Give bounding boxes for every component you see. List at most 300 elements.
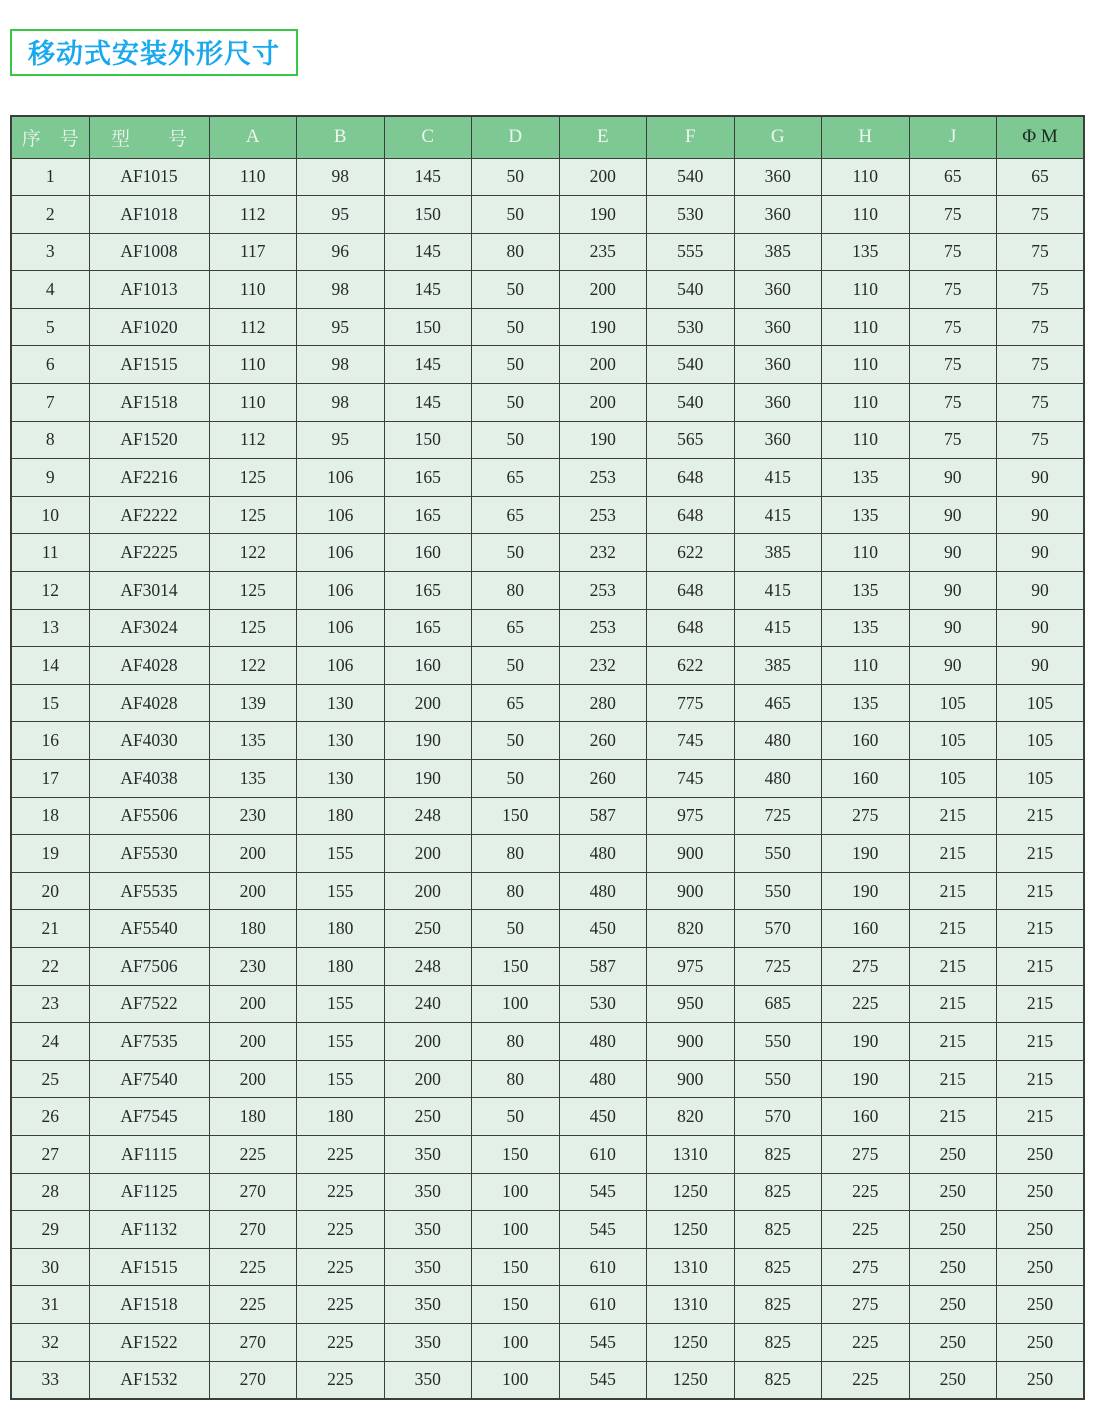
cell-f: 540 (647, 384, 735, 422)
cell-d: 50 (472, 196, 560, 234)
cell-c: 160 (384, 534, 472, 572)
cell-phi-m: 250 (997, 1286, 1085, 1324)
cell-d: 65 (472, 684, 560, 722)
cell-e: 280 (559, 684, 647, 722)
cell-index: 18 (11, 797, 89, 835)
cell-f: 530 (647, 308, 735, 346)
page-title-box (10, 29, 298, 76)
cell-index: 28 (11, 1173, 89, 1211)
cell-h: 160 (822, 1098, 910, 1136)
cell-c: 200 (384, 1060, 472, 1098)
cell-g: 360 (734, 384, 822, 422)
cell-c: 200 (384, 835, 472, 873)
cell-e: 235 (559, 233, 647, 271)
cell-h: 275 (822, 1286, 910, 1324)
cell-h: 135 (822, 233, 910, 271)
cell-g: 415 (734, 609, 822, 647)
cell-phi-m: 250 (997, 1248, 1085, 1286)
cell-model: AF5540 (89, 910, 209, 948)
table-row (11, 1286, 1084, 1324)
cell-g: 480 (734, 722, 822, 760)
cell-g: 415 (734, 572, 822, 610)
cell-g: 360 (734, 346, 822, 384)
cell-c: 150 (384, 196, 472, 234)
cell-index: 14 (11, 647, 89, 685)
cell-phi-m: 215 (997, 985, 1085, 1023)
cell-c: 350 (384, 1248, 472, 1286)
cell-index: 16 (11, 722, 89, 760)
column-header-index: 序 号 (11, 116, 89, 158)
cell-h: 225 (822, 1323, 910, 1361)
cell-f: 1250 (647, 1211, 735, 1249)
table-row (11, 684, 1084, 722)
table-row (11, 534, 1084, 572)
cell-h: 110 (822, 384, 910, 422)
cell-h: 135 (822, 459, 910, 497)
cell-f: 1250 (647, 1323, 735, 1361)
cell-j: 90 (909, 609, 997, 647)
cell-model: AF1132 (89, 1211, 209, 1249)
table-row (11, 233, 1084, 271)
cell-d: 80 (472, 233, 560, 271)
table-row (11, 158, 1084, 196)
cell-j: 215 (909, 872, 997, 910)
cell-model: AF1018 (89, 196, 209, 234)
cell-a: 230 (209, 797, 297, 835)
cell-j: 75 (909, 346, 997, 384)
cell-h: 135 (822, 496, 910, 534)
column-header-j: J (909, 116, 997, 158)
cell-index: 19 (11, 835, 89, 873)
cell-phi-m: 105 (997, 760, 1085, 798)
cell-model: AF7535 (89, 1023, 209, 1061)
cell-c: 350 (384, 1361, 472, 1399)
cell-model: AF1020 (89, 308, 209, 346)
cell-e: 587 (559, 947, 647, 985)
cell-f: 775 (647, 684, 735, 722)
cell-h: 190 (822, 1023, 910, 1061)
cell-a: 122 (209, 534, 297, 572)
table-row (11, 647, 1084, 685)
cell-phi-m: 75 (997, 346, 1085, 384)
table-row (11, 271, 1084, 309)
cell-f: 1310 (647, 1248, 735, 1286)
cell-phi-m: 215 (997, 947, 1085, 985)
cell-b: 106 (297, 647, 385, 685)
cell-g: 825 (734, 1361, 822, 1399)
cell-j: 215 (909, 835, 997, 873)
cell-index: 1 (11, 158, 89, 196)
table-row (11, 1023, 1084, 1061)
cell-j: 250 (909, 1323, 997, 1361)
cell-a: 125 (209, 609, 297, 647)
cell-h: 110 (822, 158, 910, 196)
table-row (11, 1098, 1084, 1136)
cell-e: 610 (559, 1286, 647, 1324)
column-header-c: C (384, 116, 472, 158)
cell-h: 225 (822, 1361, 910, 1399)
cell-index: 10 (11, 496, 89, 534)
cell-j: 250 (909, 1135, 997, 1173)
cell-model: AF1125 (89, 1173, 209, 1211)
cell-index: 23 (11, 985, 89, 1023)
column-header-phi-m: Φ M (997, 116, 1085, 158)
cell-d: 50 (472, 1098, 560, 1136)
cell-h: 110 (822, 421, 910, 459)
cell-d: 50 (472, 647, 560, 685)
cell-h: 160 (822, 722, 910, 760)
cell-d: 50 (472, 421, 560, 459)
cell-h: 110 (822, 308, 910, 346)
cell-h: 135 (822, 684, 910, 722)
cell-d: 150 (472, 797, 560, 835)
cell-e: 450 (559, 1098, 647, 1136)
cell-j: 75 (909, 196, 997, 234)
cell-d: 150 (472, 947, 560, 985)
cell-j: 105 (909, 684, 997, 722)
cell-b: 98 (297, 271, 385, 309)
cell-j: 105 (909, 760, 997, 798)
cell-e: 610 (559, 1135, 647, 1173)
cell-index: 4 (11, 271, 89, 309)
table-row (11, 496, 1084, 534)
cell-j: 75 (909, 233, 997, 271)
cell-h: 225 (822, 1211, 910, 1249)
cell-model: AF5535 (89, 872, 209, 910)
cell-b: 180 (297, 910, 385, 948)
cell-b: 180 (297, 797, 385, 835)
cell-model: AF7506 (89, 947, 209, 985)
cell-b: 130 (297, 722, 385, 760)
cell-j: 90 (909, 496, 997, 534)
column-header-a: A (209, 116, 297, 158)
cell-g: 385 (734, 647, 822, 685)
cell-j: 90 (909, 534, 997, 572)
cell-e: 253 (559, 459, 647, 497)
cell-model: AF1515 (89, 1248, 209, 1286)
cell-j: 75 (909, 421, 997, 459)
cell-b: 225 (297, 1323, 385, 1361)
cell-j: 215 (909, 1060, 997, 1098)
cell-e: 253 (559, 496, 647, 534)
column-header-h: H (822, 116, 910, 158)
cell-index: 9 (11, 459, 89, 497)
table-header (11, 116, 1084, 158)
cell-b: 95 (297, 196, 385, 234)
cell-f: 1250 (647, 1173, 735, 1211)
cell-index: 6 (11, 346, 89, 384)
cell-d: 150 (472, 1286, 560, 1324)
cell-a: 117 (209, 233, 297, 271)
cell-model: AF2222 (89, 496, 209, 534)
cell-c: 248 (384, 797, 472, 835)
cell-c: 350 (384, 1323, 472, 1361)
cell-model: AF1518 (89, 1286, 209, 1324)
cell-f: 648 (647, 496, 735, 534)
cell-j: 105 (909, 722, 997, 760)
cell-g: 415 (734, 459, 822, 497)
cell-d: 50 (472, 308, 560, 346)
table-row (11, 722, 1084, 760)
cell-phi-m: 75 (997, 384, 1085, 422)
cell-j: 250 (909, 1361, 997, 1399)
cell-c: 165 (384, 609, 472, 647)
cell-a: 200 (209, 1023, 297, 1061)
cell-e: 545 (559, 1173, 647, 1211)
table-row (11, 797, 1084, 835)
cell-g: 360 (734, 196, 822, 234)
cell-f: 648 (647, 609, 735, 647)
cell-e: 610 (559, 1248, 647, 1286)
cell-e: 480 (559, 1060, 647, 1098)
cell-a: 125 (209, 572, 297, 610)
cell-model: AF1518 (89, 384, 209, 422)
cell-f: 540 (647, 346, 735, 384)
cell-h: 275 (822, 1135, 910, 1173)
table-row (11, 421, 1084, 459)
cell-index: 32 (11, 1323, 89, 1361)
cell-f: 622 (647, 534, 735, 572)
cell-c: 145 (384, 158, 472, 196)
cell-b: 155 (297, 1060, 385, 1098)
cell-b: 98 (297, 346, 385, 384)
cell-g: 360 (734, 271, 822, 309)
table-row (11, 910, 1084, 948)
cell-index: 2 (11, 196, 89, 234)
cell-j: 90 (909, 459, 997, 497)
cell-e: 253 (559, 609, 647, 647)
cell-e: 232 (559, 534, 647, 572)
cell-f: 900 (647, 872, 735, 910)
cell-d: 80 (472, 1060, 560, 1098)
cell-g: 825 (734, 1248, 822, 1286)
cell-phi-m: 250 (997, 1211, 1085, 1249)
cell-h: 110 (822, 647, 910, 685)
cell-model: AF4028 (89, 684, 209, 722)
cell-model: AF4028 (89, 647, 209, 685)
cell-a: 125 (209, 459, 297, 497)
cell-a: 180 (209, 910, 297, 948)
table-row (11, 196, 1084, 234)
cell-phi-m: 250 (997, 1361, 1085, 1399)
cell-h: 275 (822, 797, 910, 835)
cell-j: 215 (909, 1098, 997, 1136)
cell-index: 15 (11, 684, 89, 722)
cell-b: 225 (297, 1286, 385, 1324)
cell-h: 110 (822, 534, 910, 572)
cell-e: 587 (559, 797, 647, 835)
cell-c: 145 (384, 233, 472, 271)
cell-g: 685 (734, 985, 822, 1023)
cell-b: 155 (297, 1023, 385, 1061)
cell-c: 200 (384, 872, 472, 910)
cell-f: 1310 (647, 1135, 735, 1173)
cell-model: AF5506 (89, 797, 209, 835)
cell-f: 820 (647, 910, 735, 948)
cell-a: 200 (209, 1060, 297, 1098)
cell-model: AF3014 (89, 572, 209, 610)
cell-model: AF1532 (89, 1361, 209, 1399)
cell-b: 98 (297, 384, 385, 422)
cell-h: 160 (822, 760, 910, 798)
cell-phi-m: 105 (997, 722, 1085, 760)
cell-d: 50 (472, 760, 560, 798)
cell-a: 110 (209, 346, 297, 384)
cell-f: 900 (647, 1023, 735, 1061)
page-title: 移动式安装外形尺寸 (28, 39, 280, 70)
cell-h: 190 (822, 835, 910, 873)
cell-c: 190 (384, 760, 472, 798)
cell-j: 250 (909, 1211, 997, 1249)
cell-e: 200 (559, 346, 647, 384)
cell-f: 1310 (647, 1286, 735, 1324)
cell-g: 550 (734, 1023, 822, 1061)
cell-a: 112 (209, 421, 297, 459)
cell-phi-m: 75 (997, 271, 1085, 309)
column-header-g: G (734, 116, 822, 158)
table-body (11, 158, 1084, 1399)
cell-d: 65 (472, 496, 560, 534)
cell-e: 545 (559, 1211, 647, 1249)
cell-g: 725 (734, 797, 822, 835)
cell-phi-m: 250 (997, 1323, 1085, 1361)
cell-a: 110 (209, 158, 297, 196)
cell-model: AF1013 (89, 271, 209, 309)
cell-g: 570 (734, 910, 822, 948)
cell-b: 180 (297, 1098, 385, 1136)
cell-a: 135 (209, 722, 297, 760)
cell-g: 825 (734, 1211, 822, 1249)
cell-j: 215 (909, 947, 997, 985)
cell-phi-m: 90 (997, 572, 1085, 610)
cell-c: 145 (384, 346, 472, 384)
cell-j: 65 (909, 158, 997, 196)
cell-f: 975 (647, 947, 735, 985)
column-header-e: E (559, 116, 647, 158)
cell-d: 50 (472, 158, 560, 196)
cell-d: 80 (472, 835, 560, 873)
table-row (11, 760, 1084, 798)
cell-f: 540 (647, 271, 735, 309)
cell-g: 725 (734, 947, 822, 985)
cell-index: 29 (11, 1211, 89, 1249)
cell-b: 106 (297, 609, 385, 647)
cell-a: 125 (209, 496, 297, 534)
cell-a: 112 (209, 196, 297, 234)
cell-index: 31 (11, 1286, 89, 1324)
cell-phi-m: 90 (997, 534, 1085, 572)
cell-b: 130 (297, 760, 385, 798)
cell-g: 360 (734, 158, 822, 196)
cell-model: AF2216 (89, 459, 209, 497)
column-header-b: B (297, 116, 385, 158)
cell-f: 745 (647, 760, 735, 798)
cell-g: 415 (734, 496, 822, 534)
cell-e: 232 (559, 647, 647, 685)
cell-index: 5 (11, 308, 89, 346)
table-row (11, 947, 1084, 985)
cell-model: AF7545 (89, 1098, 209, 1136)
cell-model: AF2225 (89, 534, 209, 572)
cell-model: AF1015 (89, 158, 209, 196)
cell-a: 112 (209, 308, 297, 346)
cell-f: 950 (647, 985, 735, 1023)
cell-g: 550 (734, 872, 822, 910)
cell-index: 25 (11, 1060, 89, 1098)
cell-model: AF4038 (89, 760, 209, 798)
cell-index: 17 (11, 760, 89, 798)
cell-h: 190 (822, 872, 910, 910)
cell-index: 12 (11, 572, 89, 610)
cell-phi-m: 215 (997, 872, 1085, 910)
cell-index: 3 (11, 233, 89, 271)
cell-a: 110 (209, 271, 297, 309)
cell-e: 545 (559, 1361, 647, 1399)
cell-c: 165 (384, 572, 472, 610)
cell-phi-m: 215 (997, 1098, 1085, 1136)
cell-model: AF1008 (89, 233, 209, 271)
table-row (11, 1135, 1084, 1173)
cell-a: 270 (209, 1361, 297, 1399)
cell-phi-m: 250 (997, 1173, 1085, 1211)
cell-index: 20 (11, 872, 89, 910)
cell-c: 240 (384, 985, 472, 1023)
cell-e: 260 (559, 722, 647, 760)
cell-index: 21 (11, 910, 89, 948)
cell-e: 200 (559, 271, 647, 309)
cell-c: 150 (384, 421, 472, 459)
cell-h: 225 (822, 985, 910, 1023)
cell-index: 30 (11, 1248, 89, 1286)
cell-b: 95 (297, 308, 385, 346)
cell-c: 160 (384, 647, 472, 685)
cell-j: 75 (909, 308, 997, 346)
cell-a: 200 (209, 985, 297, 1023)
cell-g: 360 (734, 421, 822, 459)
cell-j: 215 (909, 910, 997, 948)
cell-b: 96 (297, 233, 385, 271)
cell-index: 8 (11, 421, 89, 459)
cell-f: 900 (647, 1060, 735, 1098)
cell-e: 253 (559, 572, 647, 610)
cell-c: 150 (384, 308, 472, 346)
cell-e: 480 (559, 835, 647, 873)
cell-b: 225 (297, 1135, 385, 1173)
cell-phi-m: 65 (997, 158, 1085, 196)
cell-j: 215 (909, 797, 997, 835)
cell-b: 225 (297, 1173, 385, 1211)
cell-a: 139 (209, 684, 297, 722)
cell-c: 350 (384, 1173, 472, 1211)
cell-c: 250 (384, 1098, 472, 1136)
cell-model: AF1520 (89, 421, 209, 459)
cell-phi-m: 75 (997, 233, 1085, 271)
cell-h: 110 (822, 346, 910, 384)
cell-b: 155 (297, 872, 385, 910)
cell-g: 825 (734, 1286, 822, 1324)
cell-a: 270 (209, 1211, 297, 1249)
table-row (11, 572, 1084, 610)
cell-phi-m: 215 (997, 910, 1085, 948)
cell-g: 360 (734, 308, 822, 346)
cell-h: 110 (822, 196, 910, 234)
cell-c: 200 (384, 684, 472, 722)
cell-b: 155 (297, 835, 385, 873)
cell-b: 180 (297, 947, 385, 985)
table-row (11, 1361, 1084, 1399)
cell-phi-m: 215 (997, 835, 1085, 873)
cell-g: 550 (734, 1060, 822, 1098)
